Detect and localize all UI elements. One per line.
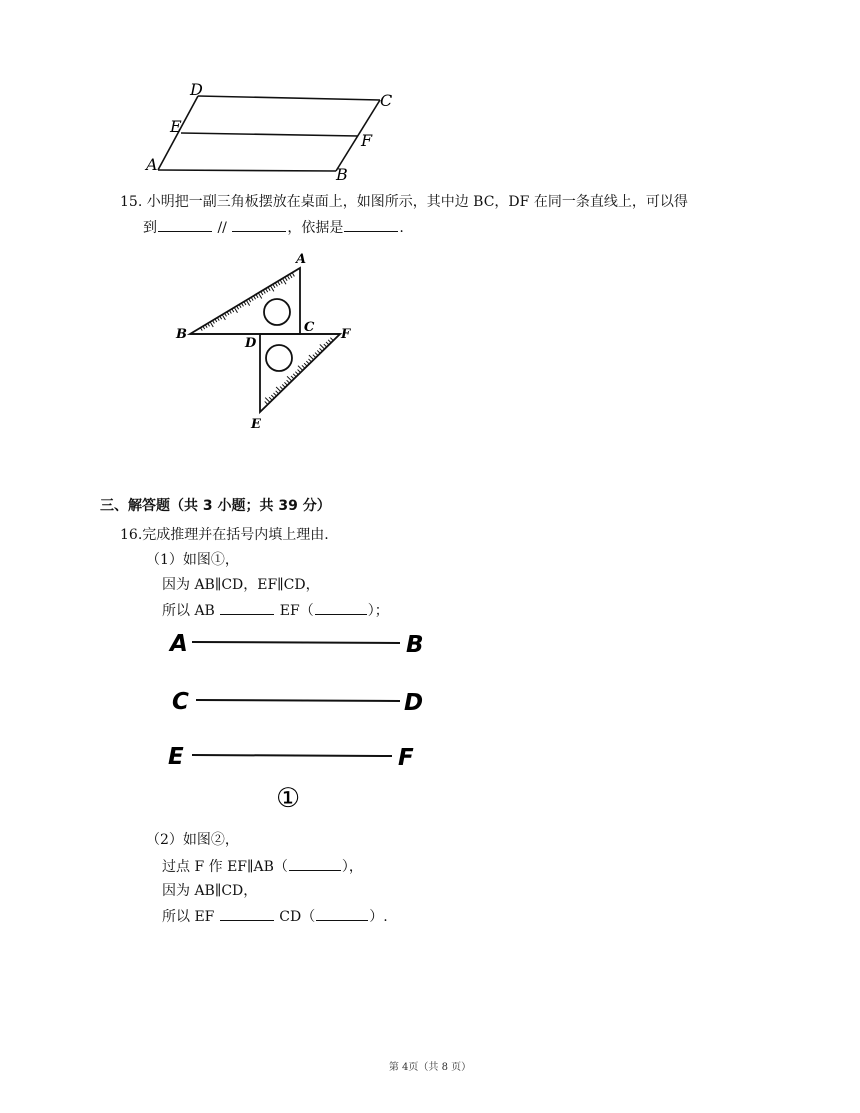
label-c: C [304, 320, 315, 335]
text-prefix: 过点 F 作 EF∥AB（ [162, 859, 288, 875]
answer-blank-3[interactable] [344, 217, 398, 232]
ruler-tick [259, 293, 262, 298]
ruler-tick [239, 305, 241, 308]
part2-line1 [162, 856, 363, 877]
ruler-tick [269, 397, 271, 399]
triangle-hole-bottom [266, 345, 292, 371]
section-heading: 三、解答题（共 3 小题；共 39 分） [100, 498, 331, 514]
ruler-tick [288, 276, 290, 279]
ruler-tick [306, 361, 308, 363]
ruler-tick [284, 382, 286, 384]
ruler-tick [276, 391, 278, 393]
text-prefix: 所以 EF [162, 909, 215, 925]
question-15-line1 [120, 192, 688, 212]
ruler-tick [328, 340, 330, 342]
triangles-figure [170, 248, 370, 438]
part1-given: 因为 AB∥CD，EF∥CD， [162, 577, 320, 593]
question-number: 16. [120, 527, 143, 543]
ruler-tick [308, 359, 310, 361]
question-16-prompt [120, 525, 329, 545]
label-e: E [170, 117, 182, 136]
ruler-tick [227, 312, 229, 315]
triangle-hole-top [264, 299, 290, 325]
ruler-tick [247, 301, 250, 306]
label-c: C [172, 689, 189, 715]
ruler-tick [265, 398, 269, 402]
label-b: B [176, 327, 187, 342]
ruler-tick [319, 348, 321, 350]
question-text: 完成推理并在括号内填上理由. [142, 527, 329, 543]
figure-caption: ① [276, 783, 301, 814]
ruler-tick [234, 308, 237, 313]
answer-blank-5[interactable] [315, 600, 367, 615]
answer-blank-2[interactable] [232, 217, 286, 232]
ruler-tick [225, 313, 227, 316]
answer-blank-1[interactable] [158, 217, 212, 232]
label-f: F [361, 131, 373, 150]
ruler-tick [220, 316, 222, 319]
ruler-tick [287, 376, 291, 380]
text-end: ）， [341, 859, 363, 875]
ruler-tick [263, 291, 265, 294]
ruler-tick [276, 387, 280, 391]
ruler-tick [210, 322, 213, 327]
segment-dc [198, 96, 380, 100]
text-end: ）. [369, 909, 388, 925]
question-text: 小明把一副三角板摆放在桌面上，如图所示，其中边 BC，DF 在同一条直线上，可以得 [146, 194, 688, 210]
ruler-tick [290, 275, 292, 278]
ruler-tick [251, 298, 253, 301]
ruler-tick [298, 370, 300, 372]
ruler-tick [298, 366, 302, 370]
ruler-tick [330, 338, 332, 340]
ruler-tick [315, 353, 317, 355]
ruler-tick [254, 296, 256, 299]
part2-label: （2）如图②， [146, 832, 239, 848]
answer-blank-7[interactable] [220, 906, 274, 921]
ruler-tick [230, 310, 232, 313]
question-15-line2 [143, 217, 404, 238]
ruler-tick [276, 283, 278, 286]
part1-label: （1）如图①， [146, 552, 239, 568]
segment-ef [181, 133, 358, 136]
ruler-tick [244, 302, 246, 305]
ruler-tick [273, 393, 275, 395]
text-end: ）； [367, 603, 389, 619]
text-mid: CD（ [279, 909, 316, 925]
ruler-tick [273, 285, 275, 288]
ruler-tick [261, 292, 263, 295]
ruler-tick [293, 374, 295, 376]
label-f: F [398, 745, 414, 771]
label-b: B [336, 165, 348, 183]
ruler-tick [320, 344, 324, 348]
text-end: . [399, 220, 404, 236]
ruler-tick [271, 286, 274, 291]
label-e: E [251, 417, 261, 432]
ruler-tick [282, 384, 284, 386]
ruler-tick [280, 387, 282, 389]
text-prefix: 所以 AB [162, 603, 215, 619]
label-a: A [170, 631, 188, 657]
label-b: B [406, 632, 424, 658]
parallel-lines-figure [160, 622, 440, 817]
line-ef [192, 755, 392, 756]
ruler-tick [242, 303, 244, 306]
ruler-tick [317, 350, 319, 352]
ruler-tick [265, 401, 267, 403]
question-number: 15. [120, 194, 143, 210]
label-e: E [168, 744, 184, 770]
ruler-tick [283, 279, 286, 284]
ruler-tick [285, 278, 287, 281]
ruler-tick [293, 273, 295, 276]
answer-blank-6[interactable] [289, 856, 341, 871]
line-ab [192, 642, 400, 643]
ruler-tick [302, 365, 304, 367]
segment-ab [158, 170, 336, 171]
ruler-tick [266, 289, 268, 292]
ruler-tick [256, 295, 258, 298]
part2-line3 [162, 906, 388, 927]
text-prefix: 到 [143, 220, 157, 236]
text-mid: ，依据是 [287, 220, 344, 236]
parallelogram-figure [140, 78, 410, 183]
ruler-tick [222, 315, 225, 320]
ruler-tick [278, 282, 280, 285]
text-mid: EF（ [279, 603, 314, 619]
ruler-tick [309, 355, 313, 359]
ruler-tick [237, 306, 239, 309]
ruler-tick [324, 344, 326, 346]
ruler-tick [271, 395, 273, 397]
ruler-tick [304, 363, 306, 365]
answer-blank-4[interactable] [220, 600, 274, 615]
ruler-tick [280, 281, 282, 284]
label-d: D [404, 690, 424, 716]
label-c: C [380, 91, 393, 110]
ruler-tick [326, 342, 328, 344]
label-f: F [341, 327, 351, 342]
ruler-tick [313, 355, 315, 357]
label-a: A [296, 252, 307, 267]
ruler-tick [287, 380, 289, 382]
label-d: D [190, 80, 203, 99]
ruler-ticks-top [200, 273, 294, 330]
ruler-tick [295, 372, 297, 374]
part2-line2: 因为 AB∥CD， [162, 883, 258, 899]
parallel-symbol: // [217, 220, 227, 236]
ruler-tick [232, 309, 234, 312]
ruler-tick [268, 288, 270, 291]
line-cd [196, 700, 400, 701]
label-a: A [146, 155, 158, 174]
ruler-tick [291, 376, 293, 378]
page-footer: 第 4页（共 8 页） [388, 1062, 472, 1073]
ruler-tick [249, 299, 251, 302]
part1-conclusion [162, 600, 389, 621]
triangle-def [260, 334, 340, 412]
answer-blank-8[interactable] [316, 906, 368, 921]
label-d: D [245, 336, 257, 351]
